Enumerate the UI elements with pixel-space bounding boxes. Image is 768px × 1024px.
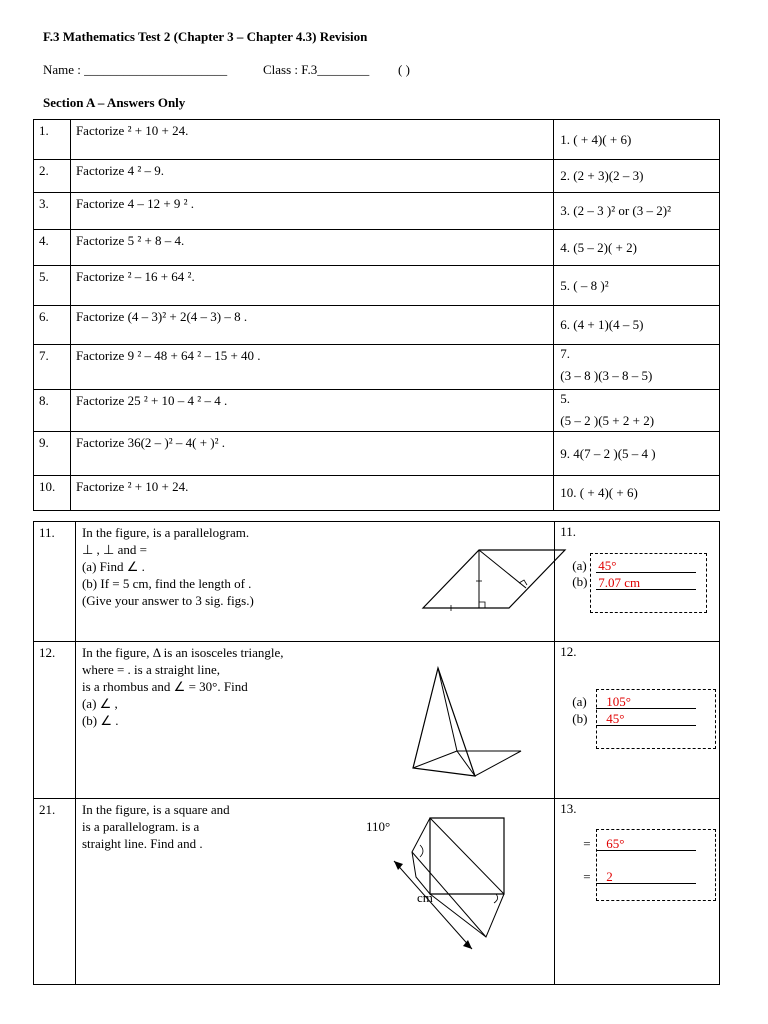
class-number-parens: ( ) bbox=[398, 62, 410, 77]
part-b-label: (b) bbox=[572, 574, 588, 589]
question-11-cell bbox=[75, 522, 554, 642]
question-text: Factorize 36(2 – )² – 4( + )² . bbox=[70, 432, 553, 476]
question-number: 7. bbox=[34, 345, 71, 390]
answer-text: 3. (2 – 3 )² or (3 – 2)² bbox=[560, 203, 671, 218]
question-text: Factorize 9 ² – 48 + 64 ² – 15 + 40 . bbox=[70, 345, 553, 390]
part-b-label: (b) bbox=[572, 711, 588, 726]
question-line: (Give your answer to 3 sig. figs.) bbox=[81, 593, 254, 608]
answer-cell bbox=[554, 432, 720, 476]
question-21-text bbox=[82, 801, 230, 852]
part-b-answer: 2 bbox=[606, 869, 613, 884]
triangle-rhombus-figure bbox=[411, 666, 531, 778]
question-line: (a) Find ∠ . bbox=[81, 559, 145, 574]
question-row bbox=[34, 306, 720, 345]
answer-line bbox=[596, 572, 696, 573]
class-field-label: Class : F.3________ bbox=[263, 62, 370, 77]
length-label: cm bbox=[416, 890, 433, 905]
question-number: 3. bbox=[34, 193, 71, 230]
answer-cell bbox=[554, 193, 720, 230]
answer-cell bbox=[554, 120, 720, 160]
question-number: 1. bbox=[34, 120, 71, 160]
answer-11-cell bbox=[555, 522, 720, 642]
question-line: (b) If = 5 cm, find the length of . bbox=[81, 576, 252, 591]
angle-label: 110° bbox=[365, 819, 391, 834]
question-text: Factorize ² + 10 + 24. bbox=[70, 476, 553, 511]
part-a-label: (a) bbox=[572, 694, 587, 709]
question-row bbox=[34, 193, 720, 230]
part-a-answer: 45° bbox=[598, 558, 617, 573]
page-title: F.3 Mathematics Test 2 (Chapter 3 – Chapter 4.3) Revision bbox=[43, 29, 368, 44]
answer-line bbox=[596, 708, 696, 709]
question-row bbox=[34, 160, 720, 193]
part-b-answer: 45° bbox=[606, 711, 625, 726]
answer-text: 1. ( + 4)( + 6) bbox=[560, 131, 632, 147]
part-a-label: (a) bbox=[572, 558, 587, 573]
answer-number: 11. bbox=[560, 524, 577, 539]
answer-text: 5. bbox=[560, 391, 571, 406]
section-heading: Section A – Answers Only bbox=[43, 95, 186, 110]
answer-text-line2: (5 – 2 )(5 + 2 + 2) bbox=[560, 413, 655, 428]
question-11-text bbox=[82, 524, 254, 609]
question-number: 4. bbox=[34, 230, 71, 266]
question-row bbox=[34, 266, 720, 306]
question-number: 21. bbox=[34, 799, 76, 985]
question-number: 6. bbox=[34, 306, 71, 345]
question-number: 10. bbox=[34, 476, 71, 511]
question-line: is a parallelogram. is a bbox=[81, 819, 200, 834]
question-line: is a rhombus and ∠ = 30°. Find bbox=[81, 679, 248, 694]
answer-line bbox=[596, 883, 696, 884]
question-row-12 bbox=[34, 642, 720, 799]
question-row bbox=[34, 390, 720, 432]
answer-text: 10. ( + 4)( + 6) bbox=[560, 485, 638, 500]
question-text: Factorize 4 ² – 9. bbox=[70, 160, 553, 193]
question-number: 2. bbox=[34, 160, 71, 193]
part-b-label: = bbox=[583, 869, 591, 884]
answer-text: 2. (2 + 3)(2 – 3) bbox=[560, 168, 644, 183]
question-line: In the figure, is a square and bbox=[81, 802, 230, 817]
answer-line bbox=[596, 589, 696, 590]
question-line: (a) ∠ , bbox=[81, 696, 118, 711]
name-field-label: Name : ______________________ bbox=[43, 62, 228, 77]
answer-text: 5. ( – 8 )² bbox=[560, 277, 609, 293]
part-a-answer: 65° bbox=[606, 836, 625, 851]
answer-text: 7. bbox=[560, 346, 571, 361]
answer-text: 6. (4 + 1)(4 – 5) bbox=[560, 317, 644, 332]
question-21-cell bbox=[75, 799, 554, 985]
answer-12-cell bbox=[555, 642, 720, 799]
question-number: 5. bbox=[34, 266, 71, 306]
question-row-11 bbox=[34, 522, 720, 642]
answer-cell bbox=[554, 230, 720, 266]
question-line: where = . is a straight line, bbox=[81, 662, 220, 677]
part-a-answer: 105° bbox=[606, 694, 631, 709]
long-question-table bbox=[33, 521, 720, 985]
answer-cell bbox=[554, 476, 720, 511]
answer-cell bbox=[554, 345, 720, 390]
question-text: Factorize 4 – 12 + 9 ² . bbox=[70, 193, 553, 230]
question-row bbox=[34, 432, 720, 476]
answer-cell bbox=[554, 160, 720, 193]
question-row bbox=[34, 345, 720, 390]
question-row bbox=[34, 120, 720, 160]
question-text: Factorize 5 ² + 8 – 4. bbox=[70, 230, 553, 266]
question-text: Factorize (4 – 3)² + 2(4 – 3) – 8 . bbox=[70, 306, 553, 345]
question-row bbox=[34, 476, 720, 511]
question-line: (b) ∠ . bbox=[81, 713, 119, 728]
answer-number: 12. bbox=[560, 644, 577, 659]
question-text: Factorize ² – 16 + 64 ². bbox=[70, 266, 553, 306]
question-text: Factorize 25 ² + 10 – 4 ² – 4 . bbox=[70, 390, 553, 432]
answer-line bbox=[596, 725, 696, 726]
question-row-21 bbox=[34, 799, 720, 985]
answer-cell bbox=[554, 306, 720, 345]
question-line: In the figure, is a parallelogram. bbox=[81, 525, 250, 540]
answer-13-cell bbox=[555, 799, 720, 985]
question-line: ⊥ , ⊥ and = bbox=[81, 542, 147, 557]
answer-cell bbox=[554, 266, 720, 306]
answer-number: 13. bbox=[560, 801, 577, 816]
question-row bbox=[34, 230, 720, 266]
square-parallelogram-figure bbox=[348, 817, 518, 967]
question-number: 9. bbox=[34, 432, 71, 476]
question-number: 8. bbox=[34, 390, 71, 432]
question-line: straight line. Find and . bbox=[81, 836, 203, 851]
answer-line bbox=[596, 850, 696, 851]
part-b-answer: 7.07 cm bbox=[598, 575, 641, 590]
question-number: 11. bbox=[34, 522, 76, 642]
answer-text: 4. (5 – 2)( + 2) bbox=[560, 239, 637, 255]
answer-text: 9. 4(7 – 2 )(5 – 4 ) bbox=[560, 445, 656, 461]
short-answer-table bbox=[33, 119, 720, 511]
part-a-label: = bbox=[583, 836, 591, 851]
question-text: Factorize ² + 10 + 24. bbox=[70, 120, 553, 160]
answer-text-line2: (3 – 8 )(3 – 8 – 5) bbox=[560, 368, 653, 383]
answer-cell bbox=[554, 390, 720, 432]
question-number: 12. bbox=[34, 642, 76, 799]
question-12-text bbox=[82, 644, 284, 729]
question-line: In the figure, Δ is an isosceles triangle, bbox=[81, 645, 284, 660]
question-12-cell bbox=[75, 642, 554, 799]
